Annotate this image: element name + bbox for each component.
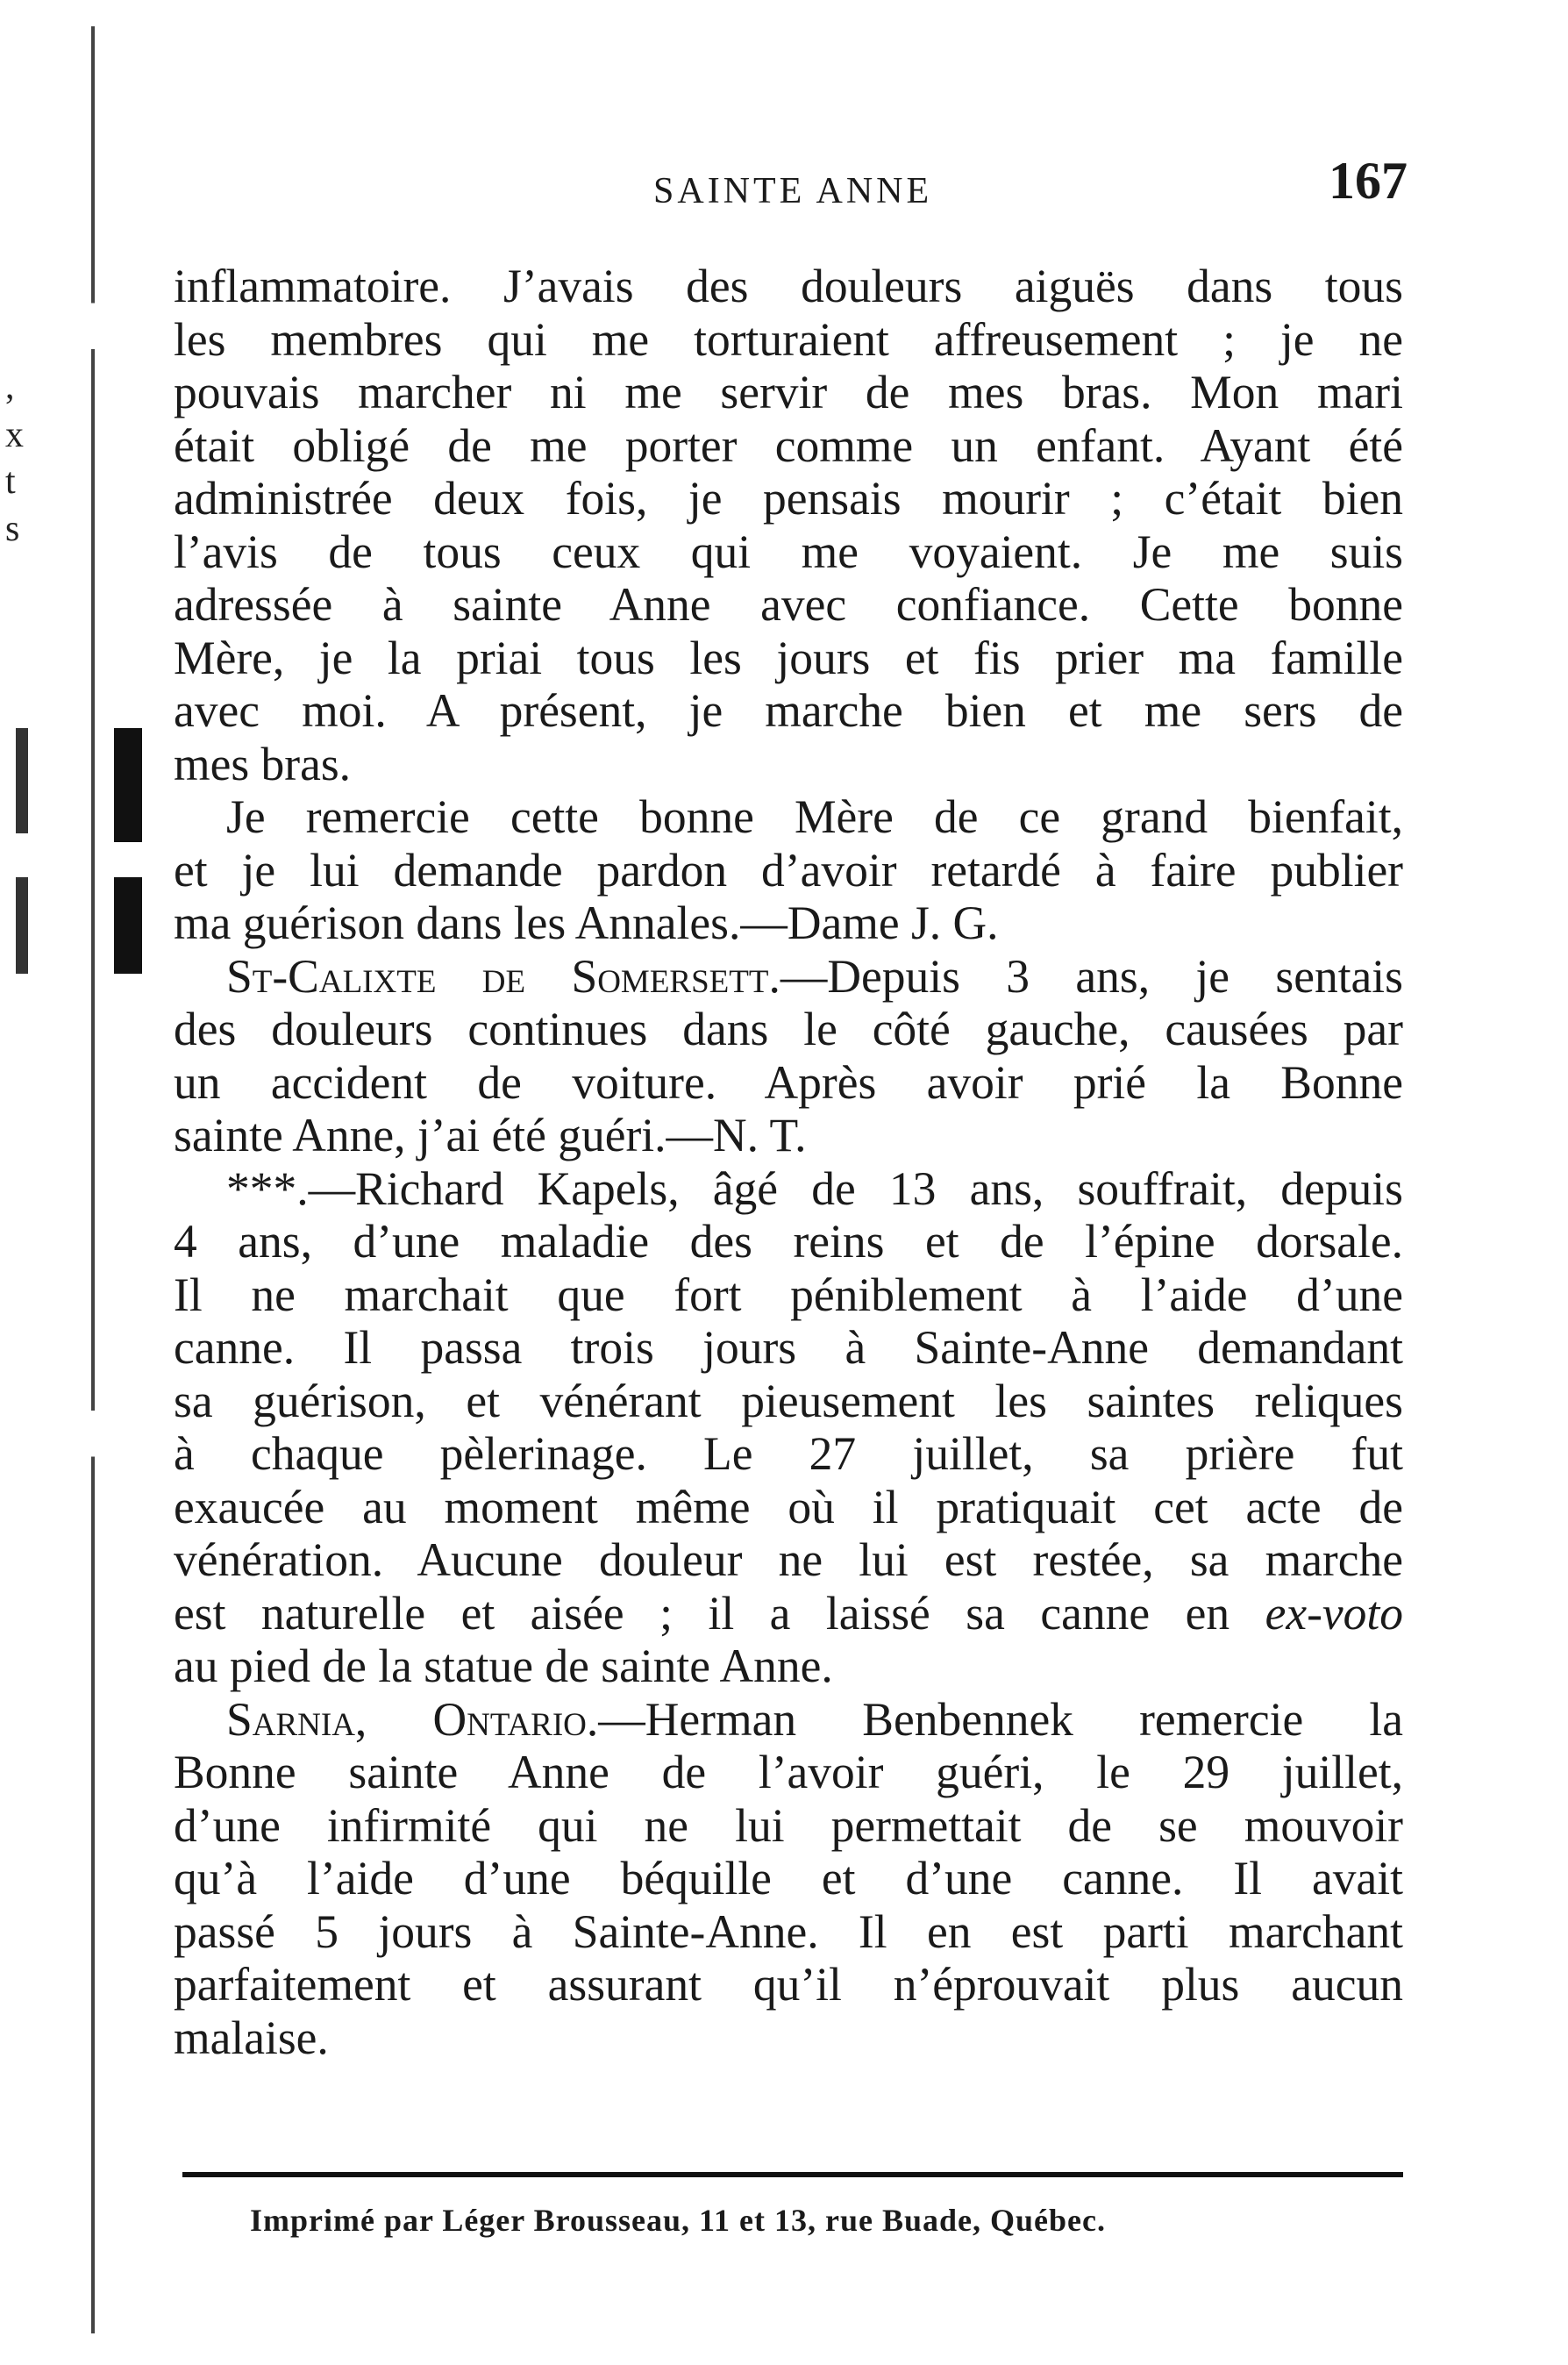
margin-bleed-char: , bbox=[5, 367, 15, 407]
binding-gutter bbox=[91, 26, 95, 2333]
text-line bbox=[174, 578, 1403, 632]
text-line bbox=[174, 1533, 1403, 1587]
text-line bbox=[174, 2011, 1403, 2065]
text-line bbox=[174, 525, 1403, 579]
text-run: sa guérison, et vénérant pieusement les saintes reliques bbox=[174, 1374, 1403, 1427]
body-text bbox=[174, 260, 1403, 2064]
text-line bbox=[174, 1056, 1403, 1110]
text-line bbox=[174, 1162, 1403, 1216]
text-run: administrée deux fois, je pensais mourir ; c’était bien bbox=[174, 472, 1403, 525]
text-run: les membres qui me torturaient affreusement ; je ne bbox=[174, 312, 1403, 366]
margin-bleed-char: s bbox=[5, 509, 20, 549]
scan-artifact bbox=[16, 877, 28, 974]
text-line bbox=[174, 1905, 1403, 1959]
text-run: d’une infirmité qui ne lui permettait de se mouvoir bbox=[174, 1798, 1403, 1852]
text-line bbox=[174, 260, 1403, 313]
text-line bbox=[174, 632, 1403, 685]
scan-artifact bbox=[114, 877, 142, 974]
text-run: —Herman Benbennek remercie la bbox=[598, 1692, 1403, 1746]
text-run: Je remercie cette bonne Mère de ce grand bienfait, bbox=[226, 790, 1403, 843]
text-run: un accident de voiture. Après avoir prié la Bonne bbox=[174, 1055, 1403, 1109]
text-run: exaucée au moment même où il pratiquait cet acte de bbox=[174, 1480, 1403, 1533]
printer-imprint: Imprimé par Léger Brousseau, 11 et 13, rue Buade, Québec. bbox=[250, 2203, 1106, 2238]
text-run: sainte Anne, j’ai été guéri.—N. T. bbox=[174, 1109, 807, 1161]
text-run: pouvais marcher ni me servir de mes bras. Mon mari bbox=[174, 366, 1403, 418]
text-run: inflammatoire. J’avais des douleurs aiguës dans tous bbox=[174, 260, 1403, 312]
text-line bbox=[174, 738, 1403, 791]
text-line bbox=[174, 1268, 1403, 1322]
text-run: parfaitement et assurant qu’il n’éprouvait plus aucun bbox=[174, 1958, 1403, 2011]
text-line bbox=[174, 790, 1403, 844]
italic-text: ex-voto bbox=[1265, 1586, 1403, 1640]
text-line bbox=[174, 1321, 1403, 1375]
text-line bbox=[174, 684, 1403, 738]
page-header bbox=[175, 151, 1408, 221]
text-line bbox=[174, 1958, 1403, 2011]
place-name: Sarnia, Ontario. bbox=[226, 1692, 599, 1746]
place-name: St-Calixte de Somersett. bbox=[226, 949, 780, 1003]
text-line bbox=[174, 1746, 1403, 1799]
scan-artifact bbox=[114, 728, 142, 842]
text-line bbox=[174, 1375, 1403, 1428]
text-line bbox=[174, 1693, 1403, 1747]
text-run: et je lui demande pardon d’avoir retardé à faire publier bbox=[174, 843, 1403, 897]
text-line bbox=[174, 1852, 1403, 1905]
text-run: avec moi. A présent, je marche bien et me sers de bbox=[174, 684, 1403, 737]
text-line bbox=[174, 419, 1403, 473]
text-line bbox=[174, 897, 1403, 950]
text-run: 4 ans, d’une maladie des reins et de l’épine dorsale. bbox=[174, 1215, 1403, 1268]
text-line bbox=[174, 1427, 1403, 1481]
text-run: passé 5 jours à Sainte-Anne. Il en est parti marchant bbox=[174, 1904, 1403, 1958]
text-line bbox=[174, 844, 1403, 897]
text-line bbox=[174, 1640, 1403, 1693]
text-run: adressée à sainte Anne avec confiance. Cette bonne bbox=[174, 578, 1403, 631]
text-run: malaise. bbox=[174, 2011, 329, 2064]
text-run: à chaque pèlerinage. Le 27 juillet, sa prière fut bbox=[174, 1427, 1403, 1480]
footer-rule bbox=[182, 2172, 1403, 2177]
text-run: Mère, je la priai tous les jours et fis prier ma famille bbox=[174, 631, 1403, 684]
margin-bleed-char: x bbox=[5, 415, 24, 455]
text-run: canne. Il passa trois jours à Sainte-Anne demandant bbox=[174, 1321, 1403, 1374]
text-run: mes bras. bbox=[174, 737, 352, 790]
text-run: l’avis de tous ceux qui me voyaient. Je me suis bbox=[174, 525, 1403, 578]
margin-bleed-char: t bbox=[5, 461, 16, 502]
text-line bbox=[174, 1215, 1403, 1268]
text-line bbox=[174, 950, 1403, 1004]
text-line bbox=[174, 1481, 1403, 1534]
text-line bbox=[174, 1587, 1403, 1640]
text-run: Bonne sainte Anne de l’avoir guéri, le 29 juillet, bbox=[174, 1746, 1403, 1798]
text-line bbox=[174, 1799, 1403, 1853]
text-line bbox=[174, 1003, 1403, 1056]
text-line bbox=[174, 366, 1403, 419]
text-run: vénération. Aucune douleur ne lui est restée, sa marche bbox=[174, 1533, 1403, 1586]
page-number: 167 bbox=[1329, 152, 1408, 210]
text-run: Il ne marchait que fort péniblement à l’aide d’une bbox=[174, 1268, 1403, 1321]
text-line bbox=[174, 1109, 1403, 1162]
text-run: au pied de la statue de sainte Anne. bbox=[174, 1640, 833, 1692]
text-run: ma guérison dans les Annales.—Dame J. G. bbox=[174, 897, 999, 949]
text-line bbox=[174, 472, 1403, 525]
text-run: était obligé de me porter comme un enfant. Ayant été bbox=[174, 418, 1403, 472]
text-run: —Depuis 3 ans, je sentais bbox=[780, 949, 1403, 1003]
text-run: des douleurs continues dans le côté gauche, causées par bbox=[174, 1003, 1403, 1055]
running-title: SAINTE ANNE bbox=[653, 171, 933, 211]
text-run: ***.—Richard Kapels, âgé de 13 ans, souffrait, depuis bbox=[226, 1161, 1403, 1215]
text-line bbox=[174, 313, 1403, 367]
text-run: qu’à l’aide d’une béquille et d’une canne. Il avait bbox=[174, 1852, 1403, 1904]
scan-artifact bbox=[16, 728, 28, 833]
text-run: est naturelle et aisée ; il a laissé sa canne en bbox=[174, 1586, 1265, 1640]
